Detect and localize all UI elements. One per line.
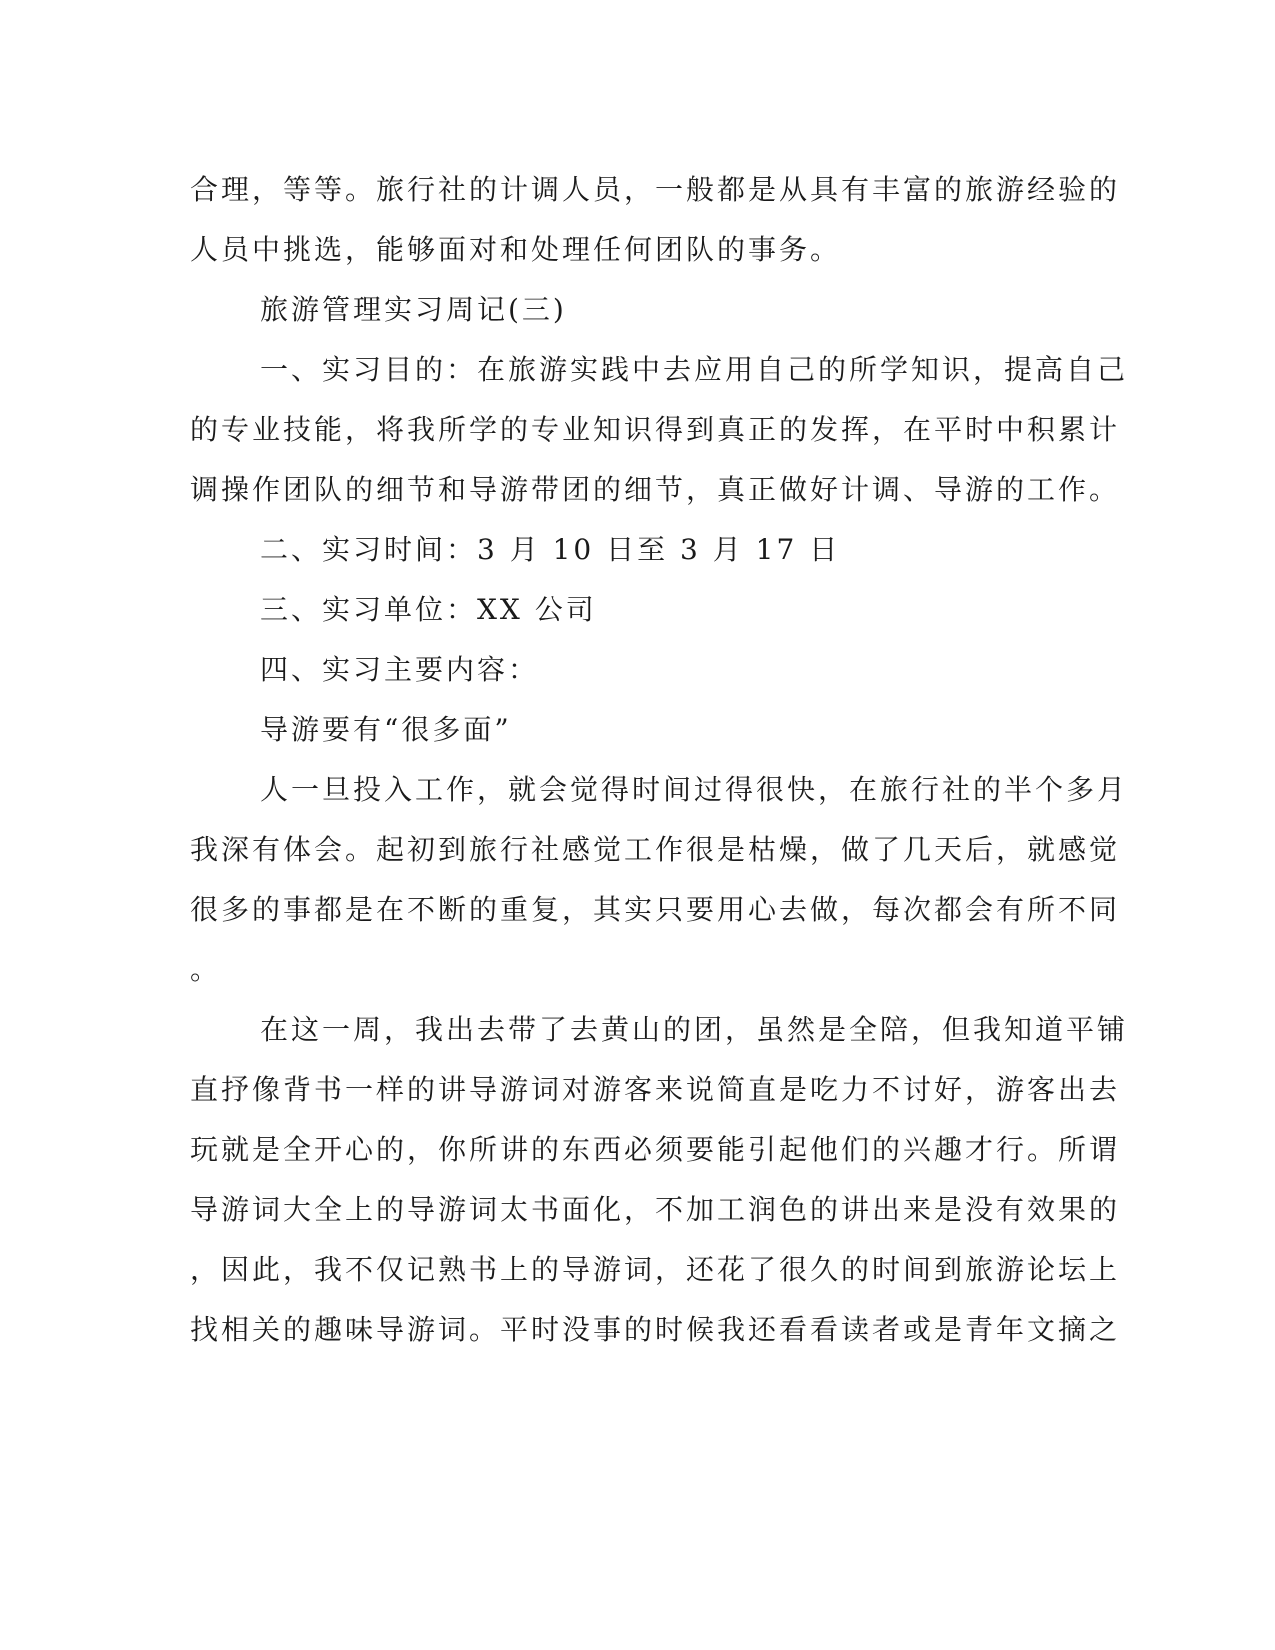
text-line: 三、实习单位：XX 公司 <box>260 593 597 626</box>
subheading: 导游要有“很多面” <box>260 713 512 746</box>
text-line: 人一旦投入工作，就会觉得时间过得很快，在旅行社的半个多月 <box>260 773 1129 806</box>
text-line: 合理，等等。旅行社的计调人员，一般都是从具有丰富的旅游经验的 <box>190 173 1121 206</box>
text-line: 导游词大全上的导游词太书面化，不加工润色的讲出来是没有效果的 <box>190 1193 1121 1226</box>
text-line: 在这一周，我出去带了去黄山的团，虽然是全陪，但我知道平铺 <box>260 1013 1129 1046</box>
text-line: 人员中挑选，能够面对和处理任何团队的事务。 <box>190 233 842 266</box>
text-line: 四、实习主要内容： <box>260 653 540 686</box>
document-body <box>190 160 1129 1360</box>
text-line: 很多的事都是在不断的重复，其实只要用心去做，每次都会有所不同 <box>190 893 1121 926</box>
text-line: 二、实习时间：3 月 10 日至 3 月 17 日 <box>260 533 841 566</box>
text-line: 直抒像背书一样的讲导游词对游客来说简直是吃力不讨好，游客出去 <box>190 1073 1121 1106</box>
text-line: 一、实习目的：在旅游实践中去应用自己的所学知识，提高自己 <box>260 353 1129 386</box>
text-line: 我深有体会。起初到旅行社感觉工作很是枯燥，做了几天后，就感觉 <box>190 833 1121 866</box>
text-line: 。 <box>190 953 222 986</box>
text-line: 找相关的趣味导游词。平时没事的时候我还看看读者或是青年文摘之 <box>190 1313 1121 1346</box>
text-line: 的专业技能，将我所学的专业知识得到真正的发挥，在平时中积累计 <box>190 413 1121 446</box>
section-title: 旅游管理实习周记(三) <box>260 293 567 326</box>
text-line: ，因此，我不仅记熟书上的导游词，还花了很久的时间到旅游论坛上 <box>190 1253 1121 1286</box>
text-line: 玩就是全开心的，你所讲的东西必须要能引起他们的兴趣才行。所谓 <box>190 1133 1121 1166</box>
text-line: 调操作团队的细节和导游带团的细节，真正做好计调、导游的工作。 <box>190 473 1121 506</box>
